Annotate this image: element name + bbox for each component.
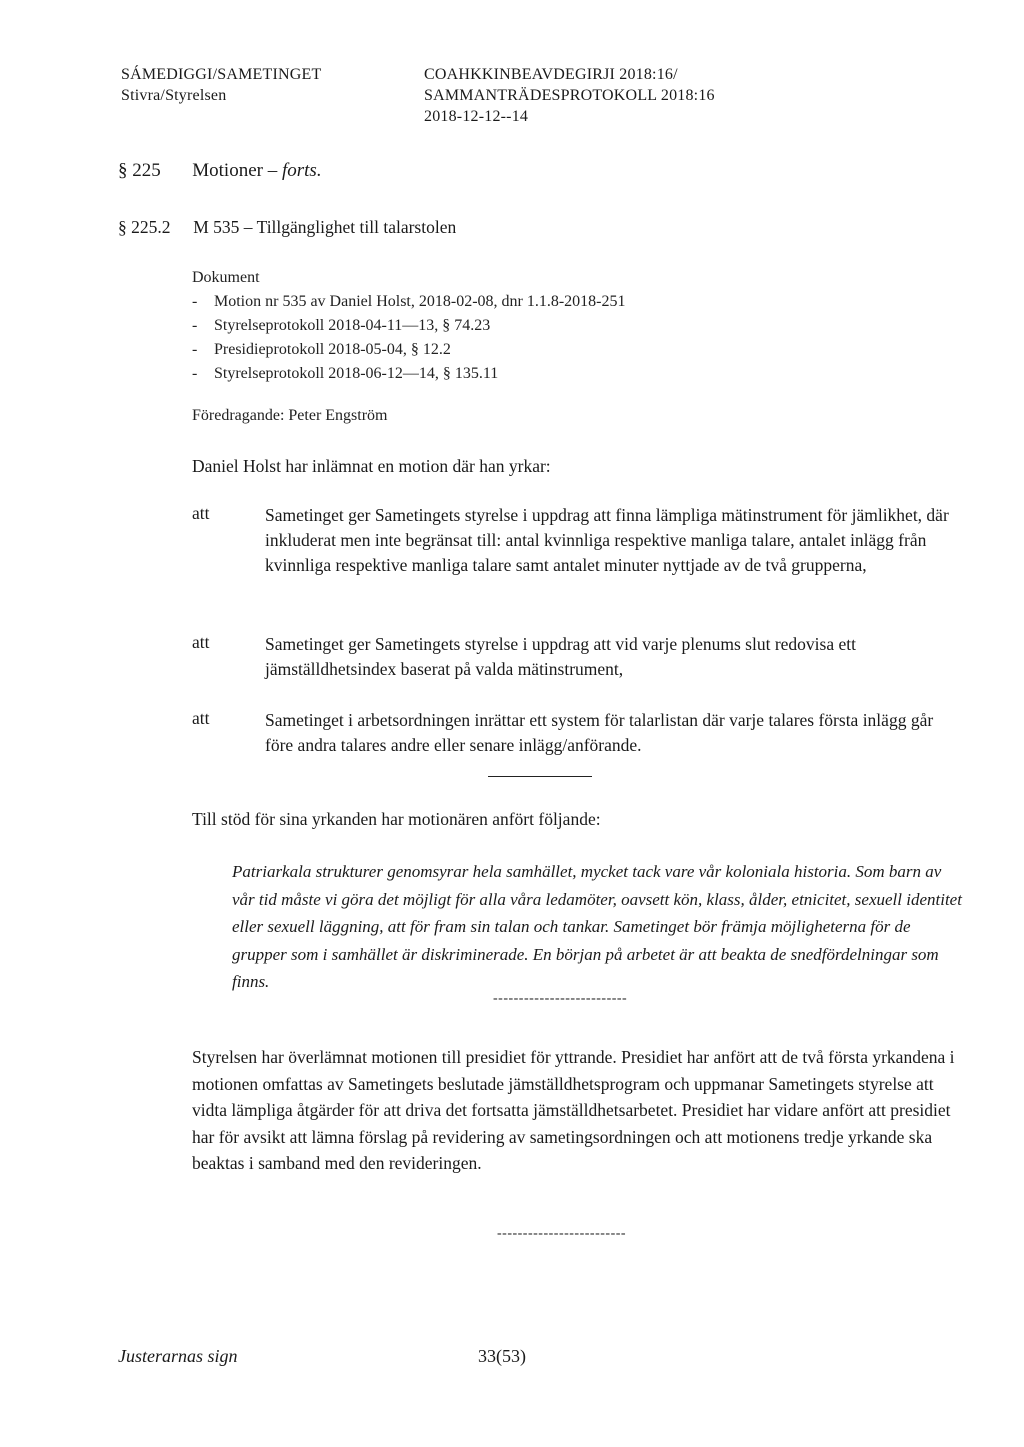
subsection-heading	[118, 217, 456, 238]
section-number: § 225	[118, 160, 161, 181]
header-date: 2018-12-12--14	[424, 108, 529, 125]
section-title-italic: forts.	[281, 160, 322, 181]
header-left	[121, 64, 321, 106]
signature-label: Justerarnas sign	[118, 1346, 238, 1366]
motion-quote: Patriarkala strukturer genomsyrar hela samhället, mycket tack vare vår koloniala historia. Som barn av vår tid måste vi göra det möjligt för alla våra ledamöter, oavsett kön, klass, ålder, etnicitet, sexuell identitet eller sexuell läggning, att för fram sin talan och tankar. Sametinget bör främja möjligheterna för de grupper som i samhället är diskriminerade. En början på arbetet är att beakta de snedfördelningar som finns.	[232, 862, 962, 991]
separator-dashes: --------------------------	[493, 991, 628, 1006]
motion-intro: Daniel Holst har inlämnat en motion där han yrkar:	[192, 456, 551, 476]
header-protocol-swedish: SAMMANTRÄDESPROTOKOLL 2018:16	[424, 87, 715, 104]
claim-text: Sametinget ger Sametingets styrelse i uppdrag att vid varje plenums slut redovisa ett jämställdhetsindex baserat på valda mätinstrument,	[265, 634, 856, 679]
header-unit-name: Stivra/Styrelsen	[121, 87, 227, 104]
rapporteur: Föredragande: Peter Engström	[192, 407, 388, 424]
header-right	[424, 64, 715, 127]
page-number: 33(53)	[478, 1346, 526, 1366]
section-title: Motioner –	[192, 160, 282, 181]
section-heading	[118, 160, 322, 182]
list-item: - Styrelseprotokoll 2018-06-12—14, § 135.11	[192, 365, 499, 382]
support-intro: Till stöd för sina yrkanden har motionären anfört följande:	[192, 809, 601, 829]
header-protocol-sami: COAHKKINBEAVDEGIRJI 2018:16/	[424, 66, 678, 83]
list-item: - Presidieprotokoll 2018-05-04, § 12.2	[192, 341, 451, 358]
separator-dashes: -------------------------	[497, 1226, 627, 1241]
claim-label: att	[192, 708, 210, 728]
claim-label: att	[192, 503, 210, 523]
separator-line	[488, 776, 592, 777]
documents-heading: Dokument	[192, 269, 260, 286]
list-item: - Styrelseprotokoll 2018-04-11—13, § 74.23	[192, 317, 491, 334]
claim-text: Sametinget i arbetsordningen inrättar ett system för talarlistan där varje talares första inlägg går före andra talares andre eller senare inlägg/anförande.	[265, 710, 934, 755]
header-org-name: SÁMEDIGGI/SAMETINGET	[121, 66, 322, 83]
documents-list	[192, 290, 626, 386]
claim-label: att	[192, 632, 210, 652]
list-item: - Motion nr 535 av Daniel Holst, 2018-02-08, dnr 1.1.8-2018-251	[192, 293, 626, 310]
documents-block	[192, 266, 626, 386]
subsection-number: § 225.2	[118, 217, 171, 237]
subsection-title: M 535 – Tillgänglighet till talarstolen	[193, 217, 457, 237]
board-paragraph: Styrelsen har överlämnat motionen till presidiet för yttrande. Presidiet har anfört att de två första yrkandena i motionen omfattas av Sametingets beslutade jämställdhetsprogram och uppmanar Sametingets styrelse att vidta lämpliga åtgärder för att driva det fortsatta jämställdhetsarbetet. Presidiet har vidare anfört att presidiet har för avsikt att lämna förslag på revidering av sametingsordningen och att motionens tredje yrkande ska beaktas i samband med den revideringen.	[192, 1047, 955, 1173]
claim-text: Sametinget ger Sametingets styrelse i uppdrag att finna lämpliga mätinstrument för jämlikhet, där inkluderat men inte begränsat till: antal kvinnliga respektive manliga talare, antalet inlägg från kvinnliga respektive manliga talare samt antalet minuter nyttjade av de två grupperna,	[265, 505, 949, 575]
